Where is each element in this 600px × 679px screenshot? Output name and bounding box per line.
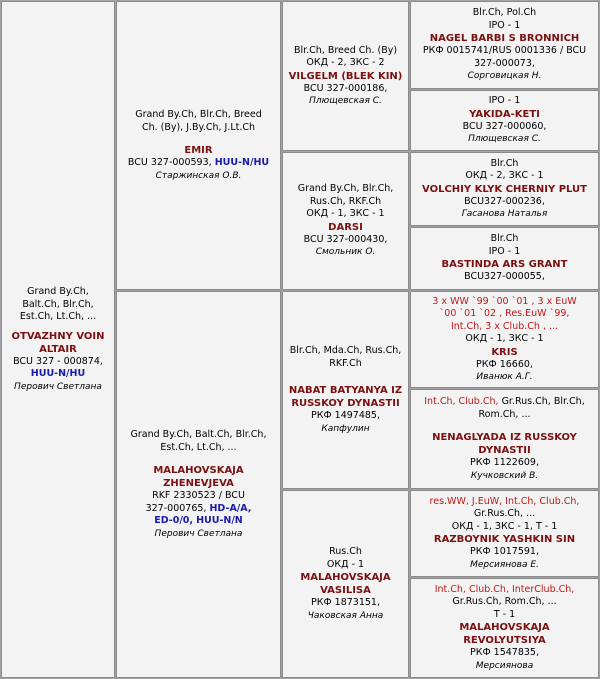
ddd-titles-2: Т - 1 [493,608,516,620]
ds-titles-1: Blr.Ch, Mda.Ch, Rus.Ch, [289,345,402,356]
sdd-titles-1: Blr.Ch [490,233,519,245]
sd-titles-1: Grand By.Ch, Blr.Ch, [297,183,394,195]
dss-red-2: `00 `01 `02 , Res.EuW `99, [439,308,570,319]
dam-health-a: HD-A/A, [209,502,252,514]
ddd-cell [410,578,599,678]
dam-reg-1: RKF 2330523 / BCU [152,490,245,501]
sdd-reg: BCU327-000055, [464,271,545,283]
dsd-cell [410,389,599,489]
dsd-titles-rest: Gr.Rus.Ch, Blr.Ch, [501,396,585,407]
dss-owner: Иванюк А.Г. [476,372,533,382]
ss-titles-1: Blr.Ch, Breed Ch. (By) [293,44,398,56]
dsd-owner: Кучковский В. [470,470,539,481]
sds-titles-2: ОКД - 2, ЗКС - 1 [465,170,544,181]
ss-name[interactable]: VILGELM (BLEK KIN) [288,70,403,82]
sd-owner: Смольник О. [315,247,376,258]
ssd-titles-1: IPO - 1 [488,95,521,107]
sss-titles-2: IPO - 1 [488,19,521,31]
dss-cell [410,291,599,388]
dds-red: res.WW, J.EuW, Int.Ch, Club.Ch, [429,495,580,507]
sds-owner: Гасанова Наталья [461,209,548,219]
dam-titles-2: Est.Ch, Lt.Ch, ... [160,441,237,453]
sire-owner: Старжинская О.В. [155,170,242,181]
dsd-name-2[interactable]: DYNASTII [478,445,531,456]
dog-titles-1: Grand By.Ch, [27,286,89,297]
ddd-name-2[interactable]: REVOLYUTSIYA [463,635,546,647]
ds-owner: Капфулин [321,423,370,434]
dds-cell [410,490,599,577]
dog-reg: BCU 327 - 000874, [13,355,103,367]
dam-name-2[interactable]: ZHENEVJEVA [163,478,234,489]
sss-cell [410,1,599,89]
dd-titles-1: Rus.Ch [329,546,362,557]
sire-titles-1: Grand By.Ch, Blr.Ch, Breed [135,109,262,120]
sss-owner: Сорговицкая Н. [467,71,542,82]
ssd-reg: BCU 327-000060, [462,120,547,132]
ddd-name-1[interactable]: MALAHOVSKAJA [459,622,550,634]
dam-health-b: ED-0/0, [154,515,194,526]
sire-name[interactable]: EMIR [184,145,213,156]
ds-cell [282,291,409,489]
dd-cell [282,490,409,678]
sd-cell [282,152,409,290]
dds-titles-2: ОКД - 1, ЗКС - 1, Т - 1 [451,520,558,532]
sds-name[interactable]: VOLCHIY KLYK CHERNIY PLUT [422,183,587,195]
dam-name-1[interactable]: MALAHOVSKAJA [153,465,244,476]
dam-health-c: HUU-N/N [196,515,243,526]
ds-titles-2: RKF.Ch [329,357,362,369]
ss-reg: BCU 327-000186, [303,82,388,94]
dog-titles-3: Est.Ch, Lt.Ch, ... [19,311,97,322]
ss-owner: Плющевская С. [309,96,382,106]
ss-cell [282,1,409,151]
sd-titles-3: ОКД - 1, ЗКС - 1 [306,208,385,220]
sds-cell [410,152,599,226]
ds-reg: РКФ 1497485, [310,410,380,421]
dam-owner: Перович Светлана [154,528,243,539]
dog-cell [1,1,115,678]
sire-health: HUU-N/HU [214,157,270,168]
dam-cell [116,291,281,678]
dss-red-3: Int.Ch, 3 x Club.Ch , ... [450,320,559,332]
ds-name-1[interactable]: NABAT BATYANYA IZ [288,385,403,396]
dds-reg: РКФ 1017591, [469,546,539,558]
sss-name[interactable]: NAGEL BARBI S BRONNICH [429,33,580,45]
dog-titles-2: Balt.Ch, Blr.Ch, [22,298,94,310]
dog-health: HUU-N/HU [30,368,86,379]
dds-name[interactable]: RAZBOYNIK YASHKIN SIN [433,534,576,546]
dam-titles-1: Grand By.Ch, Balt.Ch, Blr.Ch, [130,429,267,440]
ds-name-2[interactable]: RUSSKOY DYNASTII [291,398,400,409]
sd-reg: BCU 327-000430, [303,233,388,245]
ddd-reg: РКФ 1547835, [469,647,539,659]
sdd-cell [410,227,599,290]
dss-titles-1: ОКД - 1, ЗКС - 1 [465,333,544,344]
dss-name[interactable]: KRIS [491,346,518,358]
sds-reg: BCU327-000236, [464,195,545,207]
dd-titles-2: ОКД - 1 [326,558,365,570]
sdd-name[interactable]: BASTINDA ARS GRANT [441,259,568,271]
dsd-reg: РКФ 1122609, [469,457,539,468]
dds-owner: Мерсиянова Е. [470,559,539,570]
sdd-titles-2: IPO - 1 [488,245,521,257]
sds-titles-1: Blr.Ch [490,157,519,169]
dss-reg: РКФ 16660, [476,358,533,370]
dam-reg-2: 327-000765, [145,502,207,514]
ddd-owner: Мерсиянова [475,660,534,671]
dsd-red: Int.Ch, Club.Ch, [424,396,499,407]
dsd-titles-2: Rom.Ch, ... [478,408,531,420]
dd-owner: Чаковская Анна [307,610,384,621]
ss-titles-2: ОКД - 2, ЗКС - 2 [306,57,385,68]
dss-red-1: 3 x WW `99 `00 `01 , 3 x EuW [432,295,577,307]
ssd-name[interactable]: YAKIDA-KETI [469,108,540,120]
sire-cell [116,1,281,290]
dd-name-2[interactable]: VASILISA [320,585,371,596]
sd-titles-2: Rus.Ch, RKF.Ch [309,195,382,207]
sss-reg-1: РКФ 0015741/RUS 0001336 / BCU [422,45,587,57]
dog-name-2[interactable]: ALTAIR [39,343,77,355]
dd-reg: РКФ 1873151, [310,597,380,608]
dog-name-1[interactable]: OTVAZHNY VOIN [11,330,105,342]
ddd-red: Int.Ch, Club.Ch, InterClub.Ch, [434,583,575,595]
sss-reg-2: 327-000073, [474,57,535,69]
dd-name-1[interactable]: MALAHOVSKAJA [300,572,391,583]
dog-owner: Перович Светлана [14,381,102,392]
sss-titles-1: Blr.Ch, Pol.Ch [472,7,537,19]
dsd-name-1[interactable]: NENAGLYADA IZ RUSSKOY [432,432,577,443]
sire-titles-2: Ch. (By), J.By.Ch, J.Lt.Ch [141,121,256,133]
sd-name[interactable]: DARSI [328,221,363,233]
ssd-cell [410,90,599,151]
ddd-titles-1: Gr.Rus.Ch, Rom.Ch, ... [452,596,557,608]
ssd-owner: Плющевская С. [468,134,541,145]
sire-reg: BCU 327-000593, [127,157,212,168]
dds-titles-1: Gr.Rus.Ch, ... [473,508,536,520]
